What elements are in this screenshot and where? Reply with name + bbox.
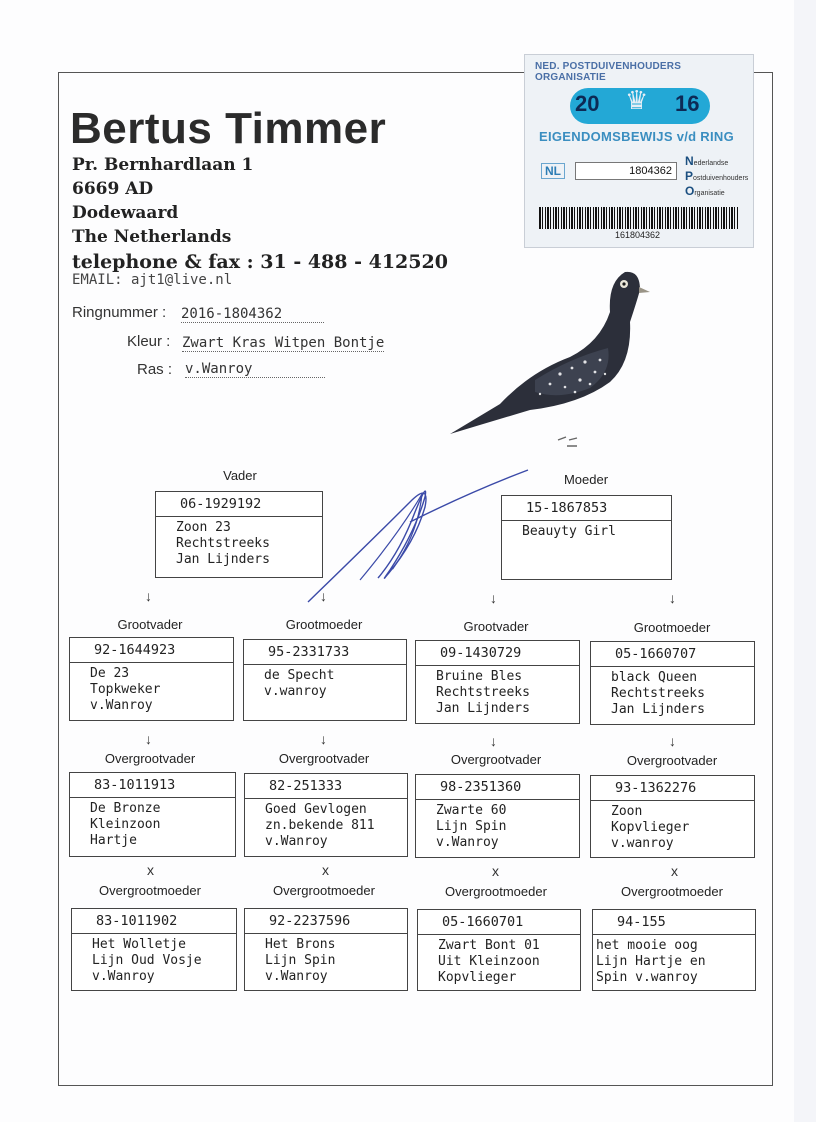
cert-side-p: Postduivenhouders bbox=[685, 169, 749, 183]
cert-side-o: Organisatie bbox=[685, 184, 725, 198]
cert-country-code: NL bbox=[541, 163, 565, 179]
great-grandmother-desc: het mooie oog Lijn Hartje en Spin v.wanroy bbox=[596, 938, 706, 985]
down-arrow-icon: ↓ bbox=[145, 588, 152, 604]
cert-year-left: 20 bbox=[575, 91, 600, 116]
cross-icon: x bbox=[147, 862, 154, 878]
great-grandfather-ring: 93-1362276 bbox=[591, 776, 754, 801]
down-arrow-icon: ↓ bbox=[320, 588, 327, 604]
grandparent-box bbox=[69, 637, 234, 721]
great-grandfather-ring: 82-251333 bbox=[245, 774, 407, 799]
cert-barcode-number: 161804362 bbox=[615, 230, 661, 240]
great-grandmother-box bbox=[71, 908, 237, 991]
down-arrow-icon: ↓ bbox=[490, 590, 497, 606]
great-grandfather-label: Overgrootvader bbox=[626, 753, 718, 768]
mother-box bbox=[501, 495, 672, 580]
great-grandfather-box bbox=[590, 775, 755, 858]
cert-year-right: 16 bbox=[675, 91, 700, 116]
cert-side-n: Nederlandse bbox=[685, 154, 729, 168]
great-grandfather-label: Overgrootvader bbox=[104, 751, 196, 766]
father-label: Vader bbox=[223, 468, 257, 483]
great-grandfather-label: Overgrootvader bbox=[278, 751, 370, 766]
grandparent-ring: 09-1430729 bbox=[416, 641, 579, 666]
great-grandmother-desc: Het Wolletje Lijn Oud Vosje v.Wanroy bbox=[92, 937, 202, 984]
great-grandmother-ring: 05-1660701 bbox=[418, 910, 580, 935]
grandparent-box bbox=[590, 641, 755, 725]
great-grandfather-ring: 83-1011913 bbox=[70, 773, 235, 798]
grandparent-desc: Bruine Bles Rechtstreeks Jan Lijnders bbox=[436, 669, 530, 716]
grandparent-ring: 95-2331733 bbox=[244, 640, 406, 665]
mother-label: Moeder bbox=[563, 472, 609, 487]
lion-crest-icon: ♛ bbox=[625, 85, 649, 115]
great-grandfather-desc: Goed Gevlogen zn.bekende 811 v.Wanroy bbox=[265, 802, 375, 849]
cert-barcode bbox=[539, 207, 739, 229]
great-grandmother-desc: Zwart Bont 01 Uit Kleinzoon Kopvlieger bbox=[438, 938, 540, 985]
great-grandmother-label: Overgrootmoeder bbox=[99, 883, 201, 898]
down-arrow-icon: ↓ bbox=[669, 733, 676, 749]
owner-email: EMAIL: ajt1@live.nl bbox=[72, 272, 233, 288]
color-value: Zwart Kras Witpen Bontje bbox=[182, 335, 385, 351]
mother-ring: 15-1867853 bbox=[502, 496, 671, 521]
father-desc: Zoon 23 Rechtstreeks Jan Lijnders bbox=[176, 520, 270, 567]
cert-org: NED. POSTDUIVENHOUDERS ORGANISATIE bbox=[535, 61, 682, 83]
great-grandmother-desc: Het Brons Lijn Spin v.Wanroy bbox=[265, 937, 336, 984]
great-grandmother-box bbox=[417, 909, 581, 991]
owner-country: The Netherlands bbox=[72, 227, 232, 247]
great-grandmother-ring: 92-2237596 bbox=[245, 909, 407, 934]
great-grandfather-ring: 98-2351360 bbox=[416, 775, 579, 800]
great-grandfather-desc: De Bronze Kleinzoon Hartje bbox=[90, 801, 161, 848]
down-arrow-icon: ↓ bbox=[490, 733, 497, 749]
great-grandfather-desc: Zoon Kopvlieger v.wanroy bbox=[611, 804, 690, 851]
grandparent-label: Grootvader bbox=[463, 619, 529, 634]
down-arrow-icon: ↓ bbox=[320, 731, 327, 747]
breed-value: v.Wanroy bbox=[185, 361, 325, 378]
father-ring: 06-1929192 bbox=[156, 492, 322, 517]
owner-city: Dodewaard bbox=[72, 203, 179, 223]
great-grandfather-label: Overgrootvader bbox=[450, 752, 542, 767]
great-grandfather-box bbox=[244, 773, 408, 857]
cert-ring-number: 1804362 bbox=[575, 162, 677, 180]
grandparent-desc: De 23 Topkweker v.Wanroy bbox=[90, 666, 161, 713]
grandparent-label: Grootmoeder bbox=[633, 620, 711, 635]
owner-phone: telephone & fax : 31 - 488 - 412520 bbox=[72, 251, 448, 273]
color-label: Kleur : bbox=[127, 333, 171, 350]
ring-number: 2016-1804362 bbox=[181, 306, 324, 323]
grandparent-desc: black Queen Rechtstreeks Jan Lijnders bbox=[611, 670, 705, 717]
ring-certificate bbox=[524, 54, 754, 248]
grandparent-label: Grootvader bbox=[117, 617, 183, 632]
great-grandmother-box bbox=[244, 908, 408, 991]
great-grandfather-box bbox=[415, 774, 580, 858]
owner-name: Bertus Timmer bbox=[70, 104, 387, 153]
down-arrow-icon: ↓ bbox=[669, 590, 676, 606]
grandparent-box bbox=[415, 640, 580, 724]
breed-label: Ras : bbox=[137, 361, 173, 378]
cross-icon: x bbox=[671, 863, 678, 879]
owner-street: Pr. Bernhardlaan 1 bbox=[72, 155, 254, 175]
great-grandfather-desc: Zwarte 60 Lijn Spin v.Wanroy bbox=[436, 803, 507, 850]
great-grandmother-label: Overgrootmoeder bbox=[445, 884, 547, 899]
pigeon-photo bbox=[440, 262, 660, 462]
great-grandmother-box bbox=[592, 909, 756, 991]
cross-icon: x bbox=[322, 862, 329, 878]
grandparent-label: Grootmoeder bbox=[285, 617, 363, 632]
owner-postal: 6669 AD bbox=[72, 179, 154, 199]
great-grandmother-ring: 94-155 bbox=[593, 910, 755, 935]
ring-label: Ringnummer : bbox=[72, 304, 167, 321]
grandparent-box bbox=[243, 639, 407, 721]
grandparent-ring: 92-1644923 bbox=[70, 638, 233, 663]
great-grandmother-ring: 83-1011902 bbox=[72, 909, 236, 934]
down-arrow-icon: ↓ bbox=[145, 731, 152, 747]
grandparent-desc: de Specht v.wanroy bbox=[264, 668, 335, 699]
grandparent-ring: 05-1660707 bbox=[591, 642, 754, 667]
great-grandmother-label: Overgrootmoeder bbox=[273, 883, 375, 898]
great-grandmother-label: Overgrootmoeder bbox=[621, 884, 723, 899]
mother-desc: Beauyty Girl bbox=[522, 524, 616, 539]
great-grandfather-box bbox=[69, 772, 236, 857]
cross-icon: x bbox=[492, 863, 499, 879]
cert-title: EIGENDOMSBEWIJS v/d RING bbox=[539, 129, 735, 144]
father-box bbox=[155, 491, 323, 578]
